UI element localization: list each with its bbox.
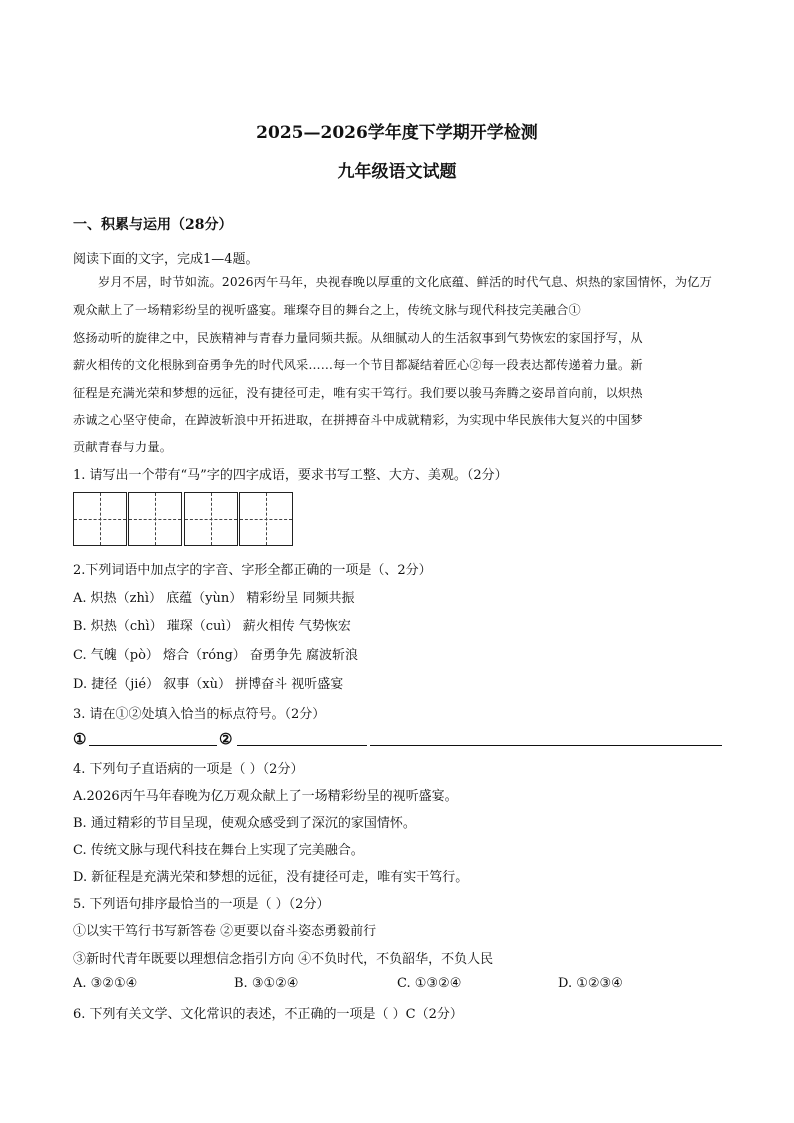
writing-cell[interactable] bbox=[128, 492, 182, 546]
q5-option-c: C. ①③②④ bbox=[397, 976, 462, 991]
passage-line: 贡献青春与力量。 bbox=[73, 440, 173, 454]
passage-line: 观众献上了一场精彩纷呈的视听盛宴。璀璨夺目的舞台之上，传统文脉与现代科技完美融合① bbox=[73, 303, 581, 317]
passage-line: 薪火相传的文化根脉到奋勇争先的时代风采……每一个节目都凝结着匠心②每一段表达都传递着力量。新 bbox=[73, 358, 643, 372]
question-6: 6. 下列有关文学、文化常识的表述，不正确的一项是（ ）C（2分） bbox=[73, 1007, 463, 1022]
blank-label-1: ① bbox=[73, 730, 87, 748]
writing-cell[interactable] bbox=[184, 492, 238, 546]
question-2: 2.下列词语中加点字的字音、字形全都正确的一项是（、2分） bbox=[73, 563, 432, 578]
passage-line: 悠扬动听的旋律之中，民族精神与青春力量同频共振。从细腻动人的生活叙事到气势恢宏的家国抒写，从 bbox=[73, 331, 643, 345]
exam-subtitle: 九年级语文试题 bbox=[337, 162, 457, 182]
question-3: 3. 请在①②处填入恰当的标点符号。（2分） bbox=[73, 707, 326, 722]
section-heading: 一、积累与运用（28分） bbox=[73, 217, 233, 233]
q4-option-c: C. 传统文脉与现代科技在舞台上实现了完美融合。 bbox=[73, 843, 364, 858]
writing-cell[interactable] bbox=[73, 492, 127, 546]
q5-sentences-1: ①以实干笃行书写新答卷 ②更要以奋斗姿态勇毅前行 bbox=[73, 924, 377, 939]
exam-title: 2025—2026学年度下学期开学检测 bbox=[256, 123, 538, 143]
passage-line: 征程是充满光荣和梦想的远征，没有捷径可走，唯有实干笃行。我们要以骏马奔腾之姿昂首向前，以炽热 bbox=[73, 386, 643, 400]
q4-option-a: A.2026丙午马年春晚为亿万观众献上了一场精彩纷呈的视听盛宴。 bbox=[73, 789, 458, 804]
answer-blank-3[interactable] bbox=[370, 744, 722, 746]
q4-option-d: D. 新征程是充满光荣和梦想的远征，没有捷径可走，唯有实干笃行。 bbox=[73, 870, 469, 885]
q4-option-b: B. 通过精彩的节目呈现，使观众感受到了深沉的家国情怀。 bbox=[73, 816, 416, 831]
question-5: 5. 下列语句排序最恰当的一项是（ ）（2分） bbox=[73, 897, 330, 912]
writing-cell[interactable] bbox=[239, 492, 293, 546]
q2-option-c: C. 气魄（pò） 熔合（róng） 奋勇争先 腐波斩浪 bbox=[73, 648, 359, 663]
handwriting-grid[interactable] bbox=[73, 492, 294, 546]
q5-option-d: D. ①②③④ bbox=[558, 976, 623, 991]
q5-option-b: B. ③①②④ bbox=[234, 976, 299, 991]
q2-option-a: A. 炽热（zhì） 底蕴（yùn） 精彩纷呈 同频共振 bbox=[73, 591, 355, 606]
answer-blank-2[interactable] bbox=[237, 744, 367, 746]
question-4: 4. 下列句子直语病的一项是（ ）（2分） bbox=[73, 762, 304, 777]
q2-option-d: D. 捷径（jié） 叙事（xù） 拼博奋斗 视听盛宴 bbox=[73, 677, 344, 692]
q5-option-a: A. ③②①④ bbox=[73, 976, 138, 991]
blank-label-2: ② bbox=[219, 730, 233, 748]
q5-sentences-2: ③新时代青年既要以理想信念指引方向 ④不负时代，不负韶华，不负人民 bbox=[73, 952, 494, 967]
passage-line: 赤诚之心坚守使命，在踔波斩浪中开拓进取，在拼搏奋斗中成就精彩，为实现中华民族伟大复兴的中国梦 bbox=[73, 413, 643, 427]
reading-instruction: 阅读下面的文字，完成1—4题。 bbox=[73, 252, 259, 267]
question-1: 1. 请写出一个带有“马”字的四字成语，要求书写工整、大方、美观。（2分） bbox=[73, 468, 508, 483]
answer-blank-1[interactable] bbox=[89, 744, 217, 746]
passage-line: 岁月不居，时节如流。2026丙午马年，央视春晚以厚重的文化底蕴、鲜活的时代气息、炽热的家国情怀，为亿万 bbox=[98, 275, 713, 289]
q2-option-b: B. 炽热（chì） 璀琛（cuì） 薪火相传 气势恢宏 bbox=[73, 619, 351, 634]
